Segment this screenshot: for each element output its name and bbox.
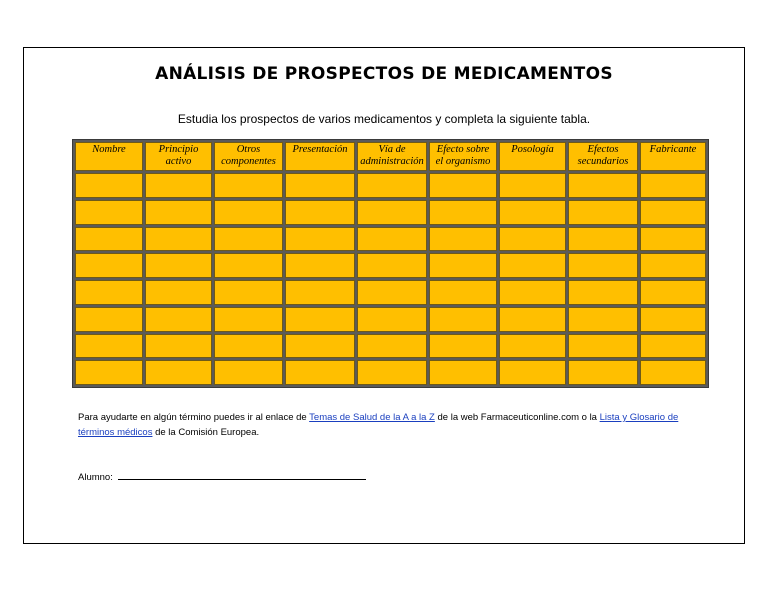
table-cell[interactable]	[285, 334, 355, 359]
table-cell[interactable]	[145, 173, 212, 198]
header-fabricante: Fabricante	[640, 142, 706, 171]
table-cell[interactable]	[499, 200, 566, 225]
table-cell[interactable]	[75, 334, 143, 359]
table-cell[interactable]	[75, 200, 143, 225]
table-cell[interactable]	[285, 307, 355, 332]
table-cell[interactable]	[499, 334, 566, 359]
table-cell[interactable]	[145, 280, 212, 305]
page-title: ANÁLISIS DE PROSPECTOS DE MEDICAMENTOS	[155, 64, 613, 84]
table-cell[interactable]	[75, 253, 143, 278]
table-cell[interactable]	[357, 360, 427, 385]
table-cell[interactable]	[214, 227, 283, 252]
table-cell[interactable]	[429, 227, 497, 252]
table-cell[interactable]	[568, 280, 638, 305]
table-cell[interactable]	[285, 360, 355, 385]
table-cell[interactable]	[285, 227, 355, 252]
table-cell[interactable]	[568, 334, 638, 359]
table-cell[interactable]	[640, 307, 706, 332]
table-cell[interactable]	[640, 360, 706, 385]
table-cell[interactable]	[357, 334, 427, 359]
table-cell[interactable]	[214, 360, 283, 385]
table-cell[interactable]	[568, 227, 638, 252]
student-name-line[interactable]	[118, 470, 366, 480]
header-posologia: Posología	[499, 142, 566, 171]
table-cell[interactable]	[640, 280, 706, 305]
table-cell[interactable]	[75, 227, 143, 252]
table-cell[interactable]	[145, 200, 212, 225]
header-otros-componentes: Otros componentes	[214, 142, 283, 171]
table-cell[interactable]	[214, 200, 283, 225]
table-cell[interactable]	[568, 173, 638, 198]
table-cell[interactable]	[499, 307, 566, 332]
header-principio-activo: Principio activo	[145, 142, 212, 171]
student-field	[78, 470, 366, 483]
table-cell[interactable]	[75, 307, 143, 332]
table-header-row	[75, 142, 706, 171]
student-label: Alumno:	[78, 472, 113, 483]
table-cell[interactable]	[214, 280, 283, 305]
table-cell[interactable]	[429, 360, 497, 385]
help-note: Para ayudarte en algún término puedes ir al enlace de Temas de Salud de la A a la Z de la web Farmaceuticonline.com o la Lista y Glosario de términos médicos de la Comisión Europea.	[78, 412, 679, 438]
table-cell[interactable]	[429, 173, 497, 198]
table-cell[interactable]	[429, 307, 497, 332]
table-cell[interactable]	[145, 334, 212, 359]
table-row	[75, 227, 706, 252]
table-cell[interactable]	[568, 307, 638, 332]
table-cell[interactable]	[499, 253, 566, 278]
table-cell[interactable]	[568, 200, 638, 225]
instructions: Estudia los prospectos de varios medicamentos y completa la siguiente tabla.	[177, 112, 591, 126]
table-row	[75, 307, 706, 332]
header-via-administracion: Vía de administración	[357, 142, 427, 171]
header-presentacion: Presentación	[285, 142, 355, 171]
table-cell[interactable]	[214, 334, 283, 359]
table-cell[interactable]	[214, 173, 283, 198]
table-cell[interactable]	[214, 253, 283, 278]
table-cell[interactable]	[357, 280, 427, 305]
table-cell[interactable]	[145, 227, 212, 252]
link-glosario-terminos[interactable]: Lista y Glosario de términos médicos	[78, 412, 679, 438]
table-cell[interactable]	[640, 253, 706, 278]
table-cell[interactable]	[357, 253, 427, 278]
table-row	[75, 253, 706, 278]
table-cell[interactable]	[145, 307, 212, 332]
table-row	[75, 200, 706, 225]
table-cell[interactable]	[75, 360, 143, 385]
table-cell[interactable]	[285, 253, 355, 278]
header-efectos-secundarios: Efectos secundarios	[568, 142, 638, 171]
table-cell[interactable]	[357, 227, 427, 252]
table-cell[interactable]	[285, 200, 355, 225]
table-cell[interactable]	[640, 334, 706, 359]
header-nombre: Nombre	[75, 142, 143, 171]
link-temas-salud[interactable]: Temas de Salud de la A a la Z	[309, 412, 435, 423]
table-row	[75, 360, 706, 385]
table-cell[interactable]	[499, 173, 566, 198]
table-cell[interactable]	[75, 173, 143, 198]
table-cell[interactable]	[568, 360, 638, 385]
table-cell[interactable]	[429, 280, 497, 305]
table-cell[interactable]	[429, 334, 497, 359]
table-cell[interactable]	[499, 227, 566, 252]
table-row	[75, 334, 706, 359]
table-cell[interactable]	[357, 173, 427, 198]
table-cell[interactable]	[640, 173, 706, 198]
table-row	[75, 280, 706, 305]
medication-table	[72, 139, 709, 388]
table-cell[interactable]	[568, 253, 638, 278]
table-cell[interactable]	[285, 280, 355, 305]
table-cell[interactable]	[145, 360, 212, 385]
table-cell[interactable]	[214, 307, 283, 332]
table-cell[interactable]	[357, 307, 427, 332]
table-cell[interactable]	[499, 280, 566, 305]
table-row	[75, 173, 706, 198]
table-cell[interactable]	[429, 253, 497, 278]
table-cell[interactable]	[640, 227, 706, 252]
table-cell[interactable]	[640, 200, 706, 225]
table-cell[interactable]	[429, 200, 497, 225]
table-cell[interactable]	[145, 253, 212, 278]
table-cell[interactable]	[357, 200, 427, 225]
table-cell[interactable]	[75, 280, 143, 305]
header-efecto-organismo: Efecto sobre el organismo	[429, 142, 497, 171]
table-cell[interactable]	[499, 360, 566, 385]
table-cell[interactable]	[285, 173, 355, 198]
